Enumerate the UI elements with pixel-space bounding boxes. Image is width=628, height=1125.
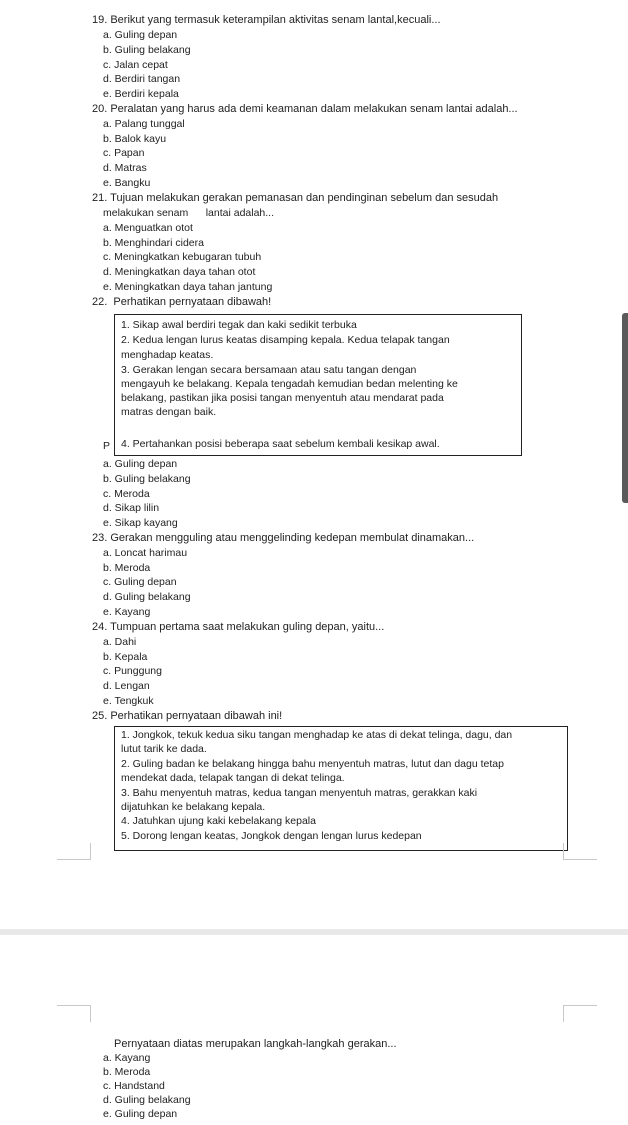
option-19e: e. Berdiri kepala bbox=[103, 88, 179, 100]
option-24c: c. Punggung bbox=[103, 665, 162, 677]
option-22e: e. Sikap kayang bbox=[103, 517, 178, 529]
option-19d: d. Berdiri tangan bbox=[103, 73, 181, 85]
option-20a: a. Palang tunggal bbox=[103, 118, 185, 130]
box22-line-5: mengayuh ke belakang. Kepala tengadah kemudian bedan melenting ke bbox=[121, 378, 458, 390]
option-25a: a. Kayang bbox=[103, 1052, 151, 1064]
statement-box-25 bbox=[114, 726, 568, 851]
box25-line-5: 3. Bahu menyentuh matras, kedua tangan menyentuh matras, gerakkan kaki bbox=[121, 787, 478, 799]
box22-line-6: belakang, pastikan jika posisi tangan menyentuh atau mendarat pada bbox=[121, 392, 444, 404]
option-22c: c. Meroda bbox=[103, 488, 150, 500]
option-20b: b. Balok kayu bbox=[103, 133, 167, 145]
box25-line-3: 2. Guling badan ke belakang hingga bahu menyentuh matras, lutut dan dagu tetap bbox=[121, 758, 504, 770]
option-21e: e. Meningkatkan daya tahan jantung bbox=[103, 281, 273, 293]
option-22d: d. Sikap lilin bbox=[103, 502, 160, 514]
option-20c: c. Papan bbox=[103, 147, 145, 159]
option-22a: a. Guling depan bbox=[103, 458, 178, 470]
question-25: 25. Perhatikan pernyataan dibawah ini! bbox=[92, 710, 283, 722]
box25-line-6: dijatuhkan ke belakang kepala. bbox=[121, 801, 266, 813]
option-24b: b. Kepala bbox=[103, 651, 148, 663]
box25-line-1: 1. Jongkok, tekuk kedua siku tangan menghadap ke atas di dekat telinga, dagu, dan bbox=[121, 729, 513, 741]
box22-line-8: 4. Pertahankan posisi beberapa saat sebelum kembali kesikap awal. bbox=[121, 438, 440, 450]
option-22b: b. Guling belakang bbox=[103, 473, 191, 485]
option-24e: e. Tengkuk bbox=[103, 695, 154, 707]
box25-line-7: 4. Jatuhkan ujung kaki kebelakang kepala bbox=[121, 815, 316, 827]
option-19b: b. Guling belakang bbox=[103, 44, 191, 56]
page-break bbox=[0, 929, 628, 935]
crop-mark-bottom-left bbox=[57, 1005, 91, 1022]
option-23e: e. Kayang bbox=[103, 606, 151, 618]
crop-mark-top-left bbox=[57, 843, 91, 860]
option-21c: c. Meningkatkan kebugaran tubuh bbox=[103, 251, 262, 263]
option-25b: b. Meroda bbox=[103, 1066, 151, 1078]
option-20e: e. Bangku bbox=[103, 177, 151, 189]
question-25-tail: Pernyataan diatas merupakan langkah-langkah gerakan... bbox=[114, 1038, 397, 1050]
question-20: 20. Peralatan yang harus ada demi keamanan dalam melakukan senam lantai adalah... bbox=[92, 103, 518, 115]
box22-line-7: matras dengan baik. bbox=[121, 406, 217, 418]
box22-line-3: menghadap keatas. bbox=[121, 349, 214, 361]
option-25d: d. Guling belakang bbox=[103, 1094, 191, 1106]
option-21a: a. Menguatkan otot bbox=[103, 222, 193, 234]
option-21b: b. Menghindari cidera bbox=[103, 237, 204, 249]
option-24a: a. Dahi bbox=[103, 636, 137, 648]
question-24: 24. Tumpuan pertama saat melakukan guling depan, yaitu... bbox=[92, 621, 385, 633]
box22-line-1: 1. Sikap awal berdiri tegak dan kaki sedikit terbuka bbox=[121, 319, 357, 331]
option-23a: a. Loncat harimau bbox=[103, 547, 188, 559]
question-21-cont: melakukan senam lantai adalah... bbox=[103, 207, 275, 219]
option-24d: d. Lengan bbox=[103, 680, 150, 692]
box25-line-4: mendekat dada, telapak tangan di dekat telinga. bbox=[121, 772, 345, 784]
option-25e: e. Guling depan bbox=[103, 1108, 178, 1120]
option-23d: d. Guling belakang bbox=[103, 591, 191, 603]
scrollbar-thumb[interactable] bbox=[622, 313, 628, 503]
box25-line-2: lutut tarik ke dada. bbox=[121, 743, 207, 755]
hidden-fragment: P bbox=[103, 440, 111, 452]
statement-box-22 bbox=[114, 314, 522, 456]
option-23b: b. Meroda bbox=[103, 562, 151, 574]
box22-line-2: 2. Kedua lengan lurus keatas disamping kepala. Kedua telapak tangan bbox=[121, 334, 450, 346]
crop-mark-bottom-right bbox=[563, 1005, 597, 1022]
question-23: 23. Gerakan mengguling atau menggelinding kedepan membulat dinamakan... bbox=[92, 532, 475, 544]
box25-line-8: 5. Dorong lengan keatas, Jongkok dengan lengan lurus kedepan bbox=[121, 830, 422, 842]
option-19c: c. Jalan cepat bbox=[103, 59, 168, 71]
question-19: 19. Berikut yang termasuk keterampilan aktivitas senam lantal,kecuali... bbox=[92, 14, 441, 26]
question-22: 22. Perhatikan pernyataan dibawah! bbox=[92, 296, 272, 308]
crop-mark-top-right bbox=[563, 843, 597, 860]
option-23c: c. Guling depan bbox=[103, 576, 177, 588]
box22-line-4: 3. Gerakan lengan secara bersamaan atau satu tangan dengan bbox=[121, 364, 417, 376]
question-21: 21. Tujuan melakukan gerakan pemanasan dan pendinginan sebelum dan sesudah bbox=[92, 192, 499, 204]
option-20d: d. Matras bbox=[103, 162, 147, 174]
option-21d: d. Meningkatkan daya tahan otot bbox=[103, 266, 256, 278]
option-25c: c. Handstand bbox=[103, 1080, 165, 1092]
option-19a: a. Guling depan bbox=[103, 29, 178, 41]
